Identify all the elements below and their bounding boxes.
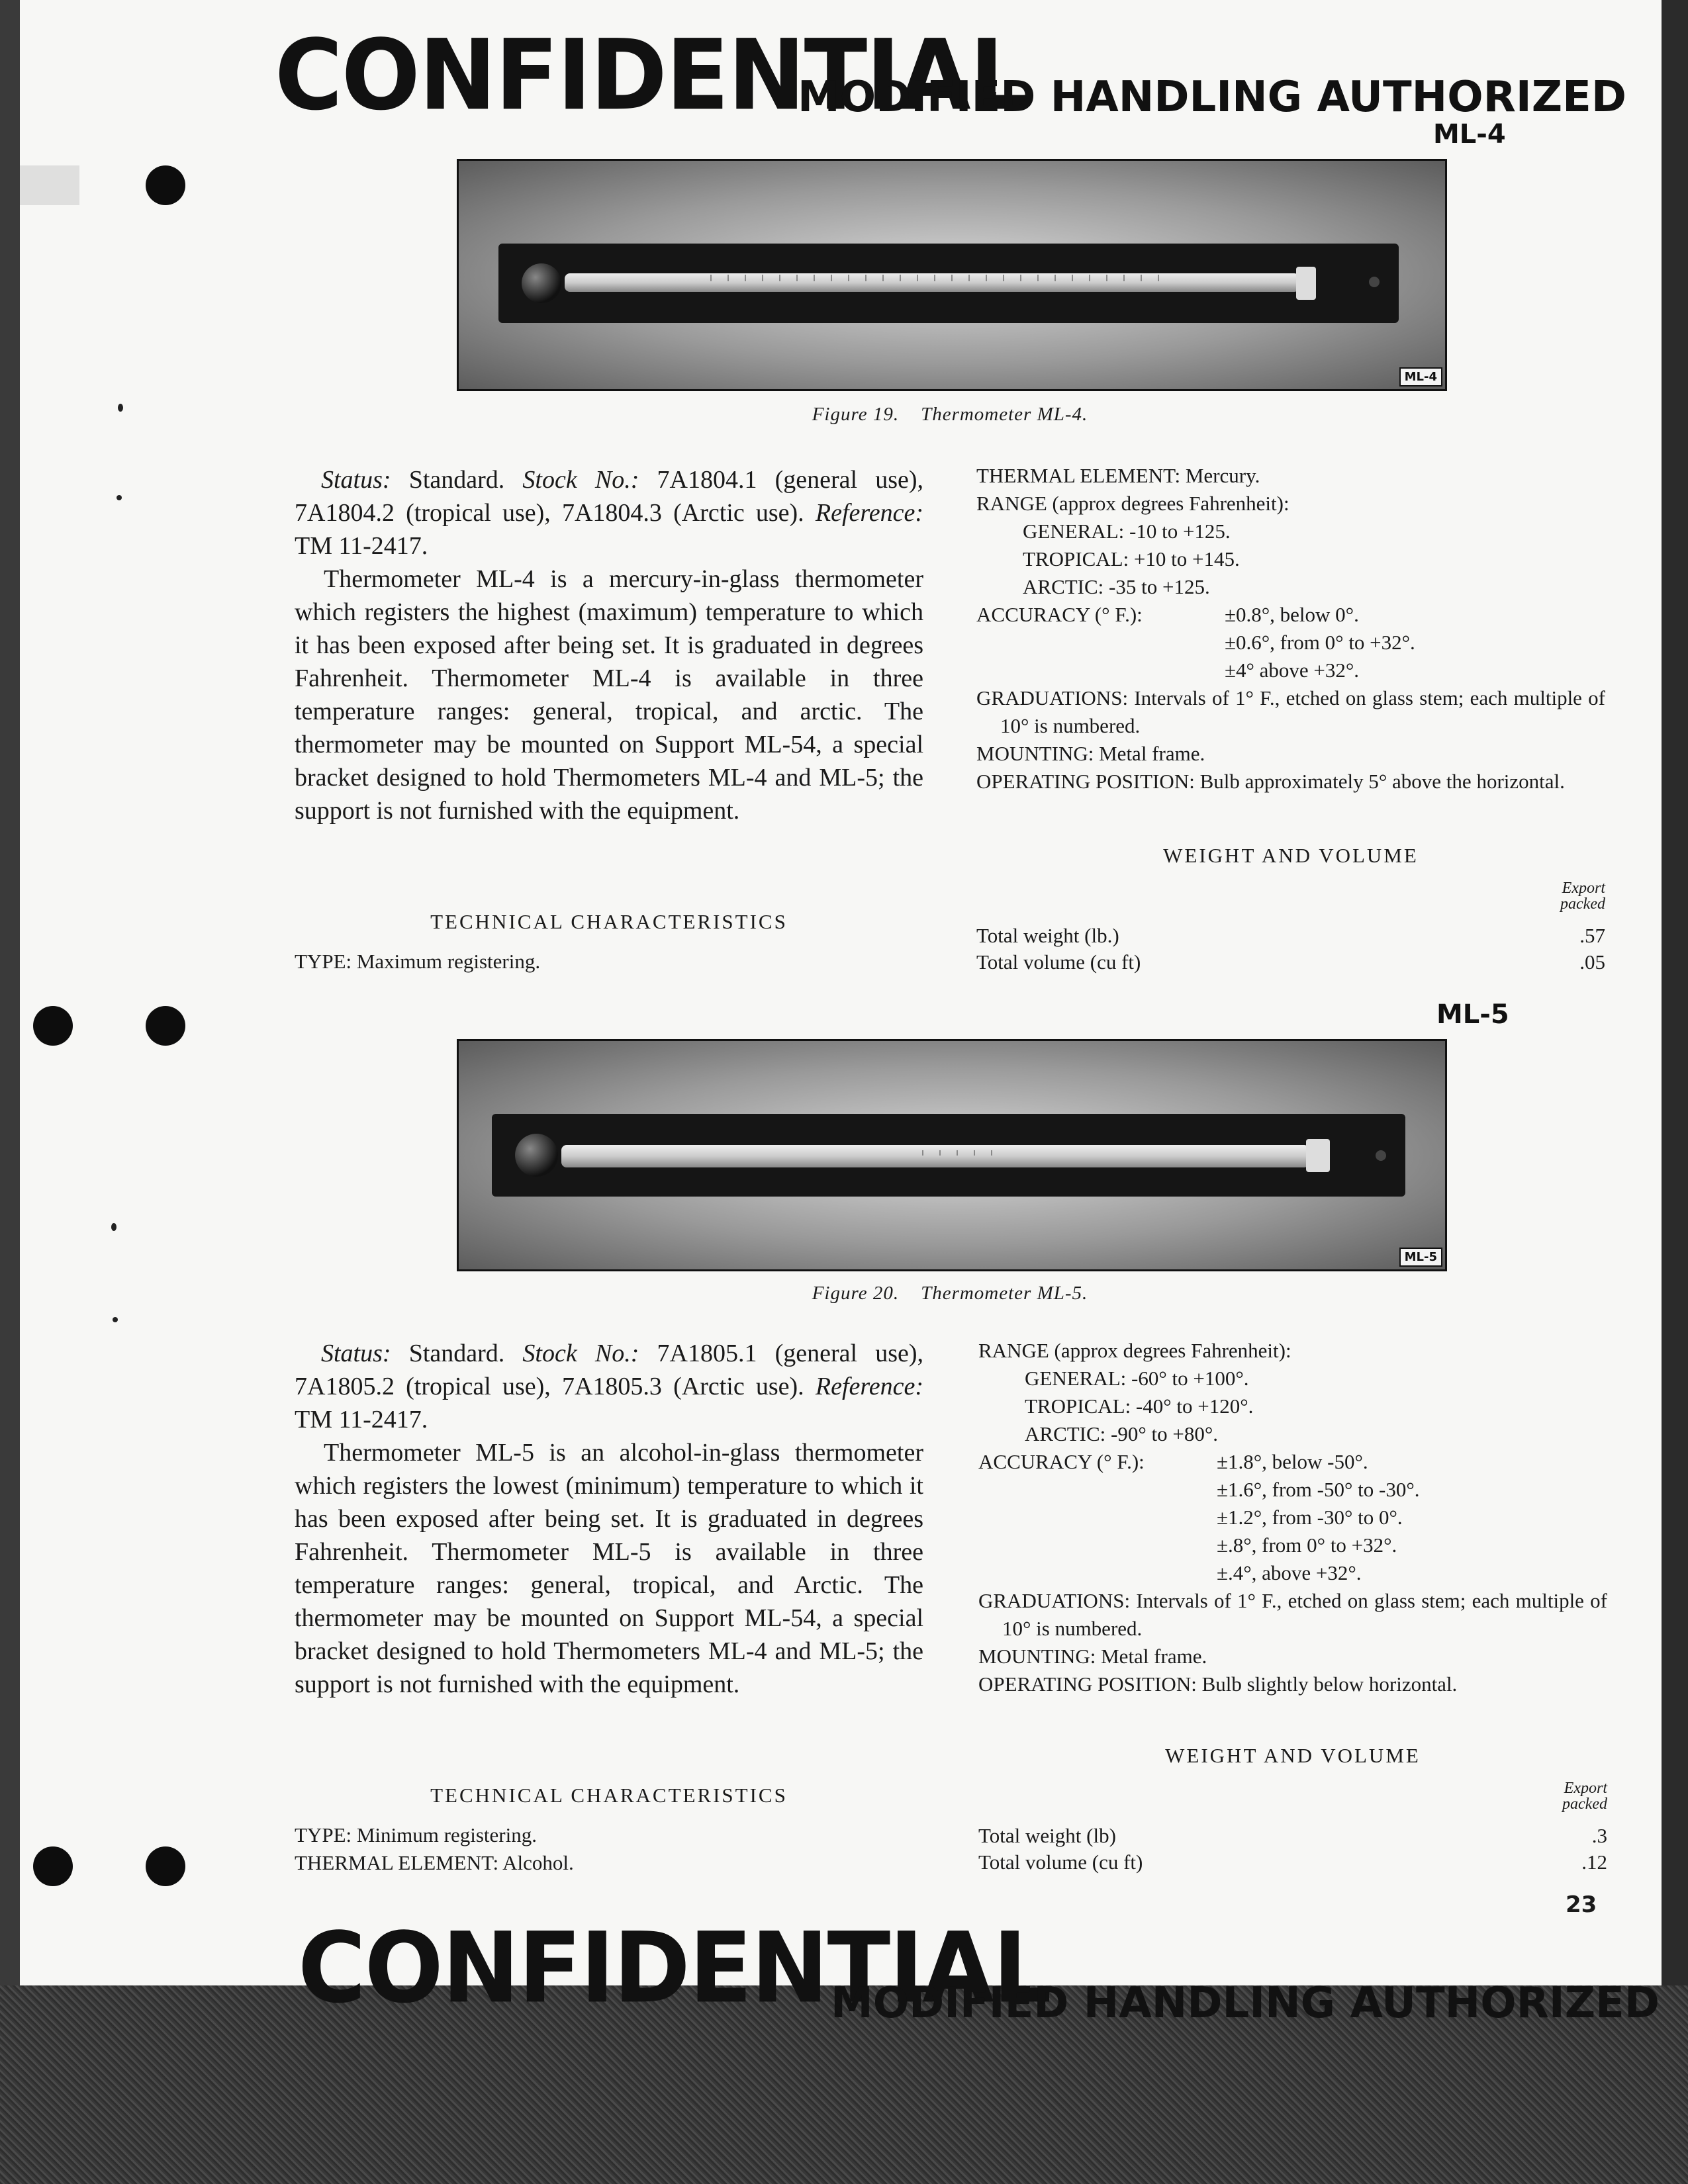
ml4-weight-value: .57 bbox=[1579, 924, 1605, 947]
ml5-tech-heading: TECHNICAL CHARACTERISTICS bbox=[430, 1784, 788, 1807]
ml5-photo bbox=[457, 1039, 1447, 1271]
ml5-range-head: RANGE (approx degrees Fahrenheit): bbox=[978, 1339, 1291, 1362]
ml5-tech-lines bbox=[295, 1821, 923, 1877]
ml5-range-general: GENERAL: -60° to +100°. bbox=[1025, 1367, 1249, 1390]
ml4-accuracy-values bbox=[1225, 601, 1415, 684]
ml4-accuracy-label: ACCURACY (° F.): bbox=[976, 603, 1143, 626]
thermometer-scale bbox=[922, 1150, 1002, 1156]
ml4-range-arctic: ARCTIC: -35 to +125. bbox=[1023, 575, 1210, 598]
ml5-graduations: GRADUATIONS: Intervals of 1° F., etched on glass stem; each multiple of 10° is numbered. bbox=[978, 1589, 1607, 1640]
ml5-type: TYPE: Minimum registering. bbox=[295, 1823, 537, 1846]
ml4-operating: OPERATING POSITION: Bulb approximately 5° above the horizontal. bbox=[976, 770, 1565, 793]
ml5-wv-table bbox=[978, 1780, 1607, 1876]
thermometer-scale bbox=[710, 275, 1174, 281]
ml4-accuracy bbox=[976, 601, 1605, 684]
scan-speck bbox=[113, 1317, 118, 1322]
ml5-description-block bbox=[295, 1337, 923, 1701]
ml4-range-head: RANGE (approx degrees Fahrenheit): bbox=[976, 492, 1289, 515]
ml4-tech-heading: TECHNICAL CHARACTERISTICS bbox=[430, 910, 788, 933]
ml5-status-paragraph bbox=[295, 1337, 923, 1436]
ml5-description: Thermometer ML-5 is an alcohol-in-glass thermometer which registers the lowest (minimum) temperature to which it has been exposed after being set. It is graduated in degrees Fahrenheit. Thermometer ML-5 is available in three temperature ranges: general, tropical, and Arctic. The thermometer may be mounted on Support ML-54, a special bracket designed to hold Thermometers ML-4 and ML-5; the support is not furnished with the equipment. bbox=[295, 1439, 923, 1698]
ml4-description: Thermometer ML-4 is a mercury-in-glass thermometer which registers the highest (maximum) temperature to which it has been exposed after being set. It is graduated in degrees Fahrenheit. Thermometer ML-4 is available in three temperature ranges: general, tropical, and arctic. The thermometer may be mounted on Support ML-54, a special bracket designed to hold Thermometers ML-4 and ML-5; the support is not furnished with the equipment. bbox=[295, 565, 923, 825]
ml4-graduations: GRADUATIONS: Intervals of 1° F., etched on glass stem; each multiple of 10° is numbered. bbox=[976, 686, 1605, 737]
ml4-status-paragraph bbox=[295, 463, 923, 563]
ml4-thermal-element: THERMAL ELEMENT: Mercury. bbox=[976, 464, 1260, 487]
thermometer-cap bbox=[1296, 267, 1316, 300]
ml5-range-tropical: TROPICAL: -40° to +120°. bbox=[1025, 1394, 1254, 1418]
punch-hole bbox=[33, 1006, 73, 1046]
ml4-photo bbox=[457, 159, 1447, 391]
ml5-wv-heading: WEIGHT AND VOLUME bbox=[1165, 1744, 1421, 1767]
ml5-status-label: Status: bbox=[321, 1340, 391, 1367]
ml4-reference-value: TM 11-2417. bbox=[295, 532, 428, 560]
ml4-status-label: Status: bbox=[321, 466, 391, 494]
ml5-reference-value: TM 11-2417. bbox=[295, 1406, 428, 1433]
ml4-range-tropical: TROPICAL: +10 to +145. bbox=[1023, 547, 1240, 570]
ml5-model-id: ML-5 bbox=[1436, 999, 1509, 1030]
scan-edge bbox=[1662, 0, 1688, 1985]
ml4-wv-col-1: Export bbox=[1562, 880, 1605, 897]
punch-hole bbox=[146, 1006, 185, 1046]
scan-speck bbox=[118, 404, 123, 412]
thermometer-cap bbox=[1306, 1139, 1330, 1172]
footer-confidential-stamp: CONFIDENTIAL bbox=[298, 1911, 1051, 2026]
ml5-accuracy-label: ACCURACY (° F.): bbox=[978, 1450, 1145, 1473]
ml5-stock-value: 7A1805.1 (general use), 7A1805.2 (tropical use), 7A1805.3 (Arctic use). bbox=[295, 1340, 923, 1400]
scan-mark bbox=[20, 165, 79, 205]
ml5-specs bbox=[978, 1337, 1607, 1698]
ml4-range-general: GENERAL: -10 to +125. bbox=[1023, 520, 1231, 543]
ml4-volume-value: .05 bbox=[1579, 950, 1605, 974]
ml5-photo-tag: ML-5 bbox=[1399, 1248, 1442, 1267]
scan-speck bbox=[111, 1223, 117, 1231]
ml4-accuracy-line: ±0.8°, below 0°. bbox=[1225, 603, 1359, 626]
punch-hole bbox=[146, 165, 185, 205]
ml5-thermal-element: THERMAL ELEMENT: Alcohol. bbox=[295, 1851, 574, 1874]
ml5-volume-value: .12 bbox=[1581, 1850, 1607, 1874]
ml4-description-block bbox=[295, 463, 923, 827]
ml4-stock-label: Stock No.: bbox=[522, 466, 639, 494]
thermometer-bulb bbox=[515, 1134, 558, 1177]
ml5-accuracy-line: ±.4°, above +32°. bbox=[1217, 1561, 1362, 1584]
ml4-photo-tag: ML-4 bbox=[1399, 367, 1442, 387]
ml5-stock-label: Stock No.: bbox=[522, 1340, 639, 1367]
ml4-wv-table bbox=[976, 880, 1605, 976]
ml5-operating: OPERATING POSITION: Bulb slightly below horizontal. bbox=[978, 1672, 1458, 1696]
ml5-weight-value: .3 bbox=[1591, 1824, 1607, 1847]
ml4-caption-figure: Figure 19. bbox=[812, 404, 900, 425]
ml4-accuracy-line: ±0.6°, from 0° to +32°. bbox=[1225, 631, 1415, 654]
ml5-caption bbox=[457, 1283, 1443, 1304]
ml5-range-arctic: ARCTIC: -90° to +80°. bbox=[1025, 1422, 1219, 1445]
footer-handling-stamp: MODIFIED HANDLING AUTHORIZED bbox=[831, 1979, 1660, 2028]
ml4-type: TYPE: Maximum registering. bbox=[295, 950, 541, 973]
ml5-accuracy-line: ±1.8°, below -50°. bbox=[1217, 1450, 1368, 1473]
ml5-accuracy-values bbox=[1217, 1448, 1419, 1587]
ml5-wv-col-2: packed bbox=[1562, 1796, 1607, 1813]
ml5-wv-row bbox=[978, 1823, 1607, 1849]
ml5-accuracy-line: ±.8°, from 0° to +32°. bbox=[1217, 1533, 1397, 1557]
ml5-wv-row bbox=[978, 1849, 1607, 1876]
ml5-accuracy-line: ±1.2°, from -30° to 0°. bbox=[1217, 1506, 1403, 1529]
ml5-reference-label: Reference: bbox=[815, 1373, 923, 1400]
mount-hole bbox=[1376, 1150, 1386, 1161]
thermometer-tube bbox=[561, 1145, 1309, 1167]
ml5-wv-col-1: Export bbox=[1564, 1780, 1607, 1797]
ml5-caption-figure: Figure 20. bbox=[812, 1283, 900, 1304]
scan-speck bbox=[117, 495, 122, 500]
punch-hole bbox=[33, 1846, 73, 1886]
header-handling-stamp: MODIFIED HANDLING AUTHORIZED bbox=[798, 73, 1626, 122]
ml4-weight-label: Total weight (lb.) bbox=[976, 924, 1119, 947]
thermometer-bulb bbox=[522, 263, 561, 303]
ml5-weight-label: Total weight (lb) bbox=[978, 1824, 1116, 1847]
ml4-model-id: ML-4 bbox=[1433, 119, 1506, 150]
ml4-wv-heading: WEIGHT AND VOLUME bbox=[1163, 844, 1419, 867]
ml4-volume-label: Total volume (cu ft) bbox=[976, 950, 1141, 974]
ml5-volume-label: Total volume (cu ft) bbox=[978, 1850, 1143, 1874]
ml5-mounting: MOUNTING: Metal frame. bbox=[978, 1645, 1207, 1668]
ml5-caption-title: Thermometer ML-5. bbox=[921, 1283, 1088, 1304]
ml5-status-value: Standard. bbox=[391, 1340, 523, 1367]
ml4-wv-col-2: packed bbox=[1560, 895, 1605, 913]
mount-hole bbox=[1369, 277, 1380, 287]
ml5-accuracy-line: ±1.6°, from -50° to -30°. bbox=[1217, 1478, 1420, 1501]
page-number: 23 bbox=[1566, 1891, 1597, 1918]
ml4-wv-row bbox=[976, 923, 1605, 949]
punch-hole bbox=[146, 1846, 185, 1886]
ml5-accuracy bbox=[978, 1448, 1607, 1587]
ml4-stock-value: 7A1804.1 (general use), 7A1804.2 (tropical use), 7A1804.3 (Arctic use). bbox=[295, 466, 923, 527]
ml4-mounting: MOUNTING: Metal frame. bbox=[976, 742, 1205, 765]
ml4-caption bbox=[457, 404, 1443, 426]
ml4-reference-label: Reference: bbox=[815, 499, 923, 527]
ml4-wv-row bbox=[976, 949, 1605, 976]
ml4-status-value: Standard. bbox=[391, 466, 523, 494]
ml4-accuracy-line: ±4° above +32°. bbox=[1225, 659, 1360, 682]
ml4-specs bbox=[976, 462, 1605, 796]
header-confidential-stamp: CONFIDENTIAL bbox=[275, 19, 1027, 133]
ml4-caption-title: Thermometer ML-4. bbox=[921, 404, 1088, 425]
